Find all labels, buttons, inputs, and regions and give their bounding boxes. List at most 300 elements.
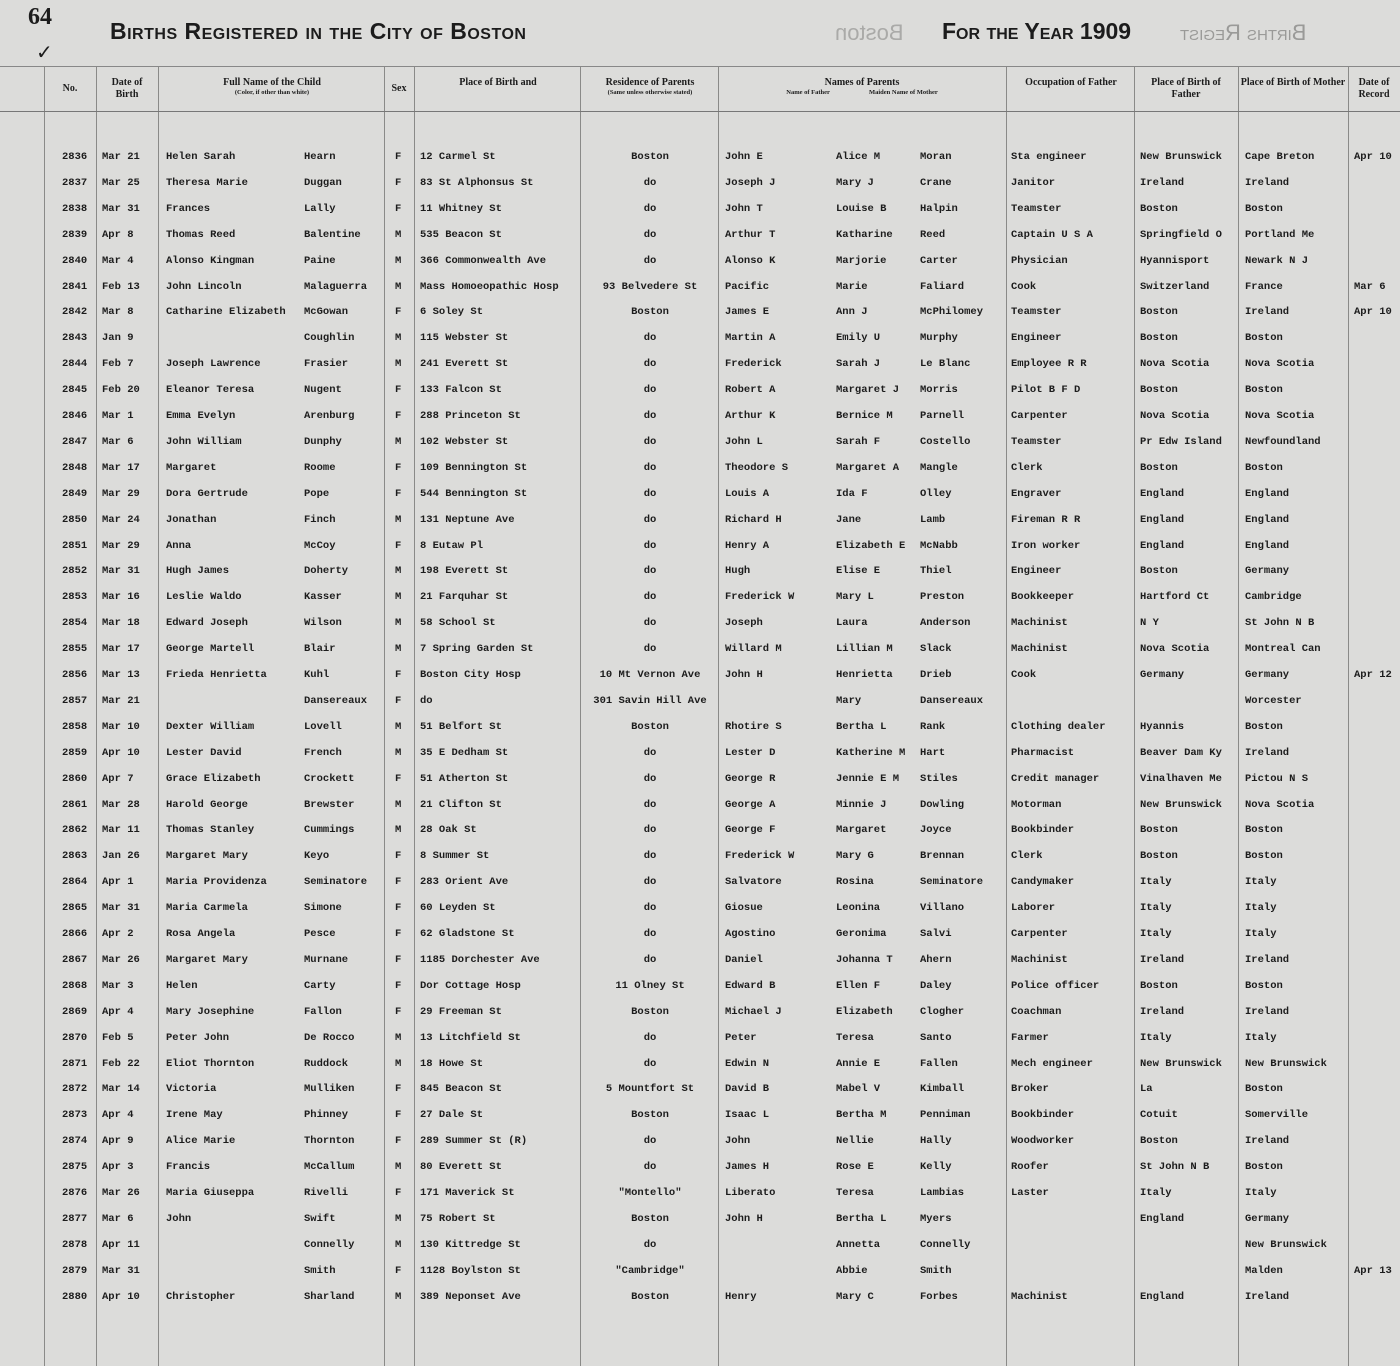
parents-residence: do <box>643 513 657 526</box>
checkmark-icon: ✓ <box>36 40 53 64</box>
father-name: John T <box>725 202 763 215</box>
father-birthplace: Nova Scotia <box>1140 410 1210 422</box>
father-birthplace: England <box>1140 1290 1185 1303</box>
mother-given-name: Mary J <box>836 176 874 189</box>
parents-residence: do <box>643 565 657 578</box>
mother-maiden-name: Crane <box>920 176 952 189</box>
mother-maiden-name: Ahern <box>920 953 952 966</box>
father-occupation: Clerk <box>1011 850 1043 863</box>
parents-residence: do <box>643 254 657 267</box>
header-date: Date of Birth <box>111 77 143 100</box>
father-occupation: Motorman <box>1011 798 1062 811</box>
mother-given-name: Mary C <box>836 1290 874 1303</box>
record-number: 2849 <box>62 487 88 500</box>
record-number: 2862 <box>62 824 88 837</box>
birth-date: Mar 31 <box>102 202 140 215</box>
table-row <box>0 642 1400 668</box>
child-sex: F <box>395 539 402 552</box>
father-name: Martin A <box>725 332 776 345</box>
parents-residence: do <box>643 928 657 940</box>
father-occupation: Laborer <box>1011 902 1056 915</box>
birth-date: Mar 18 <box>102 617 140 630</box>
record-number: 2838 <box>62 202 88 215</box>
mother-birthplace: Ireland <box>1245 746 1290 759</box>
mother-given-name: Marie <box>836 280 868 293</box>
parents-residence: Boston <box>631 306 669 319</box>
child-sex: F <box>395 176 402 189</box>
child-surname: Dunphy <box>304 435 342 448</box>
mother-birthplace: Italy <box>1245 902 1277 915</box>
table-row <box>0 1238 1400 1264</box>
mother-birthplace: St John N B <box>1245 617 1315 630</box>
child-given-name: Margaret <box>166 461 217 474</box>
child-surname: Murnane <box>304 953 349 966</box>
mother-birthplace: Ireland <box>1245 1135 1290 1148</box>
birth-date: Feb 22 <box>102 1057 140 1070</box>
mother-given-name: Elizabeth E <box>836 539 906 552</box>
birth-place: 241 Everett St <box>420 358 509 371</box>
table-row <box>0 357 1400 383</box>
mother-birthplace: Portland Me <box>1245 228 1315 241</box>
mother-birthplace: Newark N J <box>1245 254 1309 267</box>
birth-date: Apr 2 <box>102 928 134 940</box>
mother-birthplace: Ireland <box>1245 953 1290 966</box>
table-row <box>0 150 1400 176</box>
birth-place: 283 Orient Ave <box>420 876 509 889</box>
header-record: Date of Record <box>1358 77 1390 100</box>
table-row <box>0 823 1400 849</box>
parents-residence: do <box>643 1031 657 1044</box>
birth-place: 535 Beacon St <box>420 228 502 241</box>
mother-given-name: Alice M <box>836 151 881 163</box>
parents-residence: 10 Mt Vernon Ave <box>599 669 701 681</box>
father-birthplace: St John N B <box>1140 1161 1210 1174</box>
father-birthplace: Boston <box>1140 1135 1178 1148</box>
record-number: 2848 <box>62 461 88 474</box>
birth-place: 58 School St <box>420 617 496 630</box>
mother-given-name: Mary L <box>836 591 874 604</box>
mother-birthplace: Italy <box>1245 1031 1277 1044</box>
birth-date: Jan 9 <box>102 332 134 345</box>
mother-maiden-name: Hart <box>920 746 946 759</box>
child-sex: F <box>395 306 402 319</box>
father-name: Arthur T <box>725 228 776 241</box>
child-sex: M <box>395 280 402 293</box>
mother-birthplace: Nova Scotia <box>1245 410 1315 422</box>
child-sex: F <box>395 202 402 215</box>
birth-place: 198 Everett St <box>420 565 509 578</box>
mother-birthplace: Ireland <box>1245 1290 1290 1303</box>
table-row <box>0 1031 1400 1057</box>
child-sex: F <box>395 772 402 785</box>
child-sex: F <box>395 850 402 863</box>
father-birthplace: Boston <box>1140 824 1178 837</box>
child-sex: M <box>395 1212 402 1225</box>
mother-maiden-name: Preston <box>920 591 965 604</box>
child-surname: Keyo <box>304 850 330 863</box>
child-sex: F <box>395 1187 402 1199</box>
father-name: John H <box>725 669 763 681</box>
birth-date: Jan 26 <box>102 850 140 863</box>
parents-residence: Boston <box>631 1109 669 1122</box>
mother-birthplace: Cape Breton <box>1245 151 1315 163</box>
birth-date: Mar 16 <box>102 591 140 604</box>
child-sex: F <box>395 1005 402 1018</box>
child-surname: Swift <box>304 1212 336 1225</box>
birth-date: Feb 20 <box>102 384 140 397</box>
child-surname: Ruddock <box>304 1057 349 1070</box>
child-surname: Hearn <box>304 151 336 163</box>
mother-maiden-name: McNabb <box>920 539 958 552</box>
birth-date: Mar 6 <box>102 1212 134 1225</box>
father-occupation: Carpenter <box>1011 928 1068 940</box>
father-birthplace: Hyannis <box>1140 720 1185 733</box>
mother-given-name: Marjorie <box>836 254 887 267</box>
mother-maiden-name: Salvi <box>920 928 952 940</box>
bleed-through-title-right: Births Regist <box>1180 20 1307 45</box>
father-name: Richard H <box>725 513 782 526</box>
header-sex: Sex <box>391 83 407 94</box>
record-number: 2877 <box>62 1212 88 1225</box>
child-surname: Thornton <box>304 1135 355 1148</box>
father-name: John H <box>725 1212 763 1225</box>
father-occupation: Clerk <box>1011 461 1043 474</box>
child-given-name: Christopher <box>166 1290 236 1303</box>
parents-residence: do <box>643 824 657 837</box>
birth-place: 1128 Boylston St <box>420 1264 521 1277</box>
father-occupation: Clothing dealer <box>1011 720 1106 733</box>
mother-birthplace: Montreal Can <box>1245 643 1321 656</box>
header-name-sub: (Color, if other than white) <box>234 89 310 96</box>
birth-place: 288 Princeton St <box>420 410 521 422</box>
birth-date: Mar 31 <box>102 902 140 915</box>
mother-maiden-name: Myers <box>920 1212 952 1225</box>
table-row <box>0 694 1400 720</box>
father-name: Frederick <box>725 358 782 371</box>
mother-birthplace: Boston <box>1245 720 1283 733</box>
child-given-name: Lester David <box>166 746 242 759</box>
mother-given-name: Katherine M <box>836 746 906 759</box>
birth-date: Mar 14 <box>102 1083 140 1096</box>
record-number: 2842 <box>62 306 88 319</box>
mother-given-name: Bertha L <box>836 720 887 733</box>
father-name: Theodore S <box>725 461 789 474</box>
birth-date: Mar 21 <box>102 151 140 163</box>
parents-residence: do <box>643 798 657 811</box>
child-surname: Dansereaux <box>304 694 368 707</box>
birth-place: Boston City Hosp <box>420 669 521 681</box>
table-row <box>0 927 1400 953</box>
father-birthplace: Springfield O <box>1140 228 1222 241</box>
father-occupation: Machinist <box>1011 953 1068 966</box>
father-name: Frederick W <box>725 591 795 604</box>
record-number: 2858 <box>62 720 88 733</box>
mother-maiden-name: Kimball <box>920 1083 965 1096</box>
father-name: Arthur K <box>725 410 776 422</box>
father-name: Liberato <box>725 1187 776 1199</box>
birth-date: Apr 10 <box>102 746 140 759</box>
child-surname: Blair <box>304 643 336 656</box>
table-row <box>0 979 1400 1005</box>
mother-birthplace: England <box>1245 487 1290 500</box>
child-surname: Malaguerra <box>304 280 368 293</box>
birth-place: 8 Summer St <box>420 850 490 863</box>
table-row <box>0 305 1400 331</box>
birth-place: 18 Howe St <box>420 1057 484 1070</box>
mother-birthplace: Worcester <box>1245 694 1302 707</box>
mother-maiden-name: Olley <box>920 487 952 500</box>
father-occupation: Farmer <box>1011 1031 1049 1044</box>
parents-residence: 93 Belvedere St <box>602 280 698 293</box>
mother-given-name: Annie E <box>836 1057 881 1070</box>
father-occupation: Bookbinder <box>1011 824 1075 837</box>
father-birthplace: England <box>1140 487 1185 500</box>
mother-birthplace: Boston <box>1245 850 1283 863</box>
birth-place: 75 Robert St <box>420 1212 496 1225</box>
child-sex: F <box>395 1135 402 1148</box>
record-number: 2868 <box>62 979 88 992</box>
header-parents-sub: Name of Father Maiden Name of Mother <box>786 89 938 96</box>
child-surname: Smith <box>304 1264 336 1277</box>
father-name: Isaac L <box>725 1109 770 1122</box>
child-surname: Frasier <box>304 358 349 371</box>
father-birthplace: Hyannisport <box>1140 254 1210 267</box>
record-number: 2852 <box>62 565 88 578</box>
birth-place: 171 Maverick St <box>420 1187 515 1199</box>
record-number: 2869 <box>62 1005 88 1018</box>
header-pob-father: Place of Birth of Father <box>1151 77 1221 100</box>
mother-maiden-name: McPhilomey <box>920 306 984 319</box>
father-birthplace: Nova Scotia <box>1140 358 1210 371</box>
child-surname: Kuhl <box>304 669 330 681</box>
parents-residence: 5 Mountfort St <box>605 1083 695 1096</box>
parents-residence: do <box>643 850 657 863</box>
table-row <box>0 254 1400 280</box>
birth-place: 28 Oak St <box>420 824 477 837</box>
table-row <box>0 1057 1400 1083</box>
table-row <box>0 668 1400 694</box>
mother-maiden-name: Murphy <box>920 332 958 345</box>
parents-residence: do <box>643 176 657 189</box>
child-surname: Fallon <box>304 1005 342 1018</box>
table-row <box>0 798 1400 824</box>
birth-place: 11 Whitney St <box>420 202 502 215</box>
child-sex: M <box>395 1031 402 1044</box>
father-birthplace: Switzerland <box>1140 280 1210 293</box>
child-surname: Simone <box>304 902 342 915</box>
mother-given-name: Johanna T <box>836 953 893 966</box>
child-sex: M <box>395 332 402 345</box>
parents-residence: do <box>643 617 657 630</box>
record-number: 2857 <box>62 694 88 707</box>
mother-given-name: Bertha M <box>836 1109 887 1122</box>
child-given-name: Grace Elizabeth <box>166 772 261 785</box>
birth-place: 29 Freeman St <box>420 1005 502 1018</box>
table-row <box>0 875 1400 901</box>
record-number: 2870 <box>62 1031 88 1044</box>
mother-maiden-name: Mangle <box>920 461 958 474</box>
mother-given-name: Leonina <box>836 902 881 915</box>
father-occupation: Engineer <box>1011 565 1062 578</box>
father-occupation: Carpenter <box>1011 410 1068 422</box>
child-given-name: Dora Gertrude <box>166 487 248 500</box>
father-name: Joseph J <box>725 176 776 189</box>
father-name: James E <box>725 306 770 319</box>
birth-date: Mar 25 <box>102 176 140 189</box>
mother-maiden-name: Morris <box>920 384 958 397</box>
table-row <box>0 513 1400 539</box>
mother-maiden-name: Penniman <box>920 1109 971 1122</box>
child-given-name: Francis <box>166 1161 211 1174</box>
parents-residence: Boston <box>631 1212 669 1225</box>
father-occupation: Broker <box>1011 1083 1049 1096</box>
child-sex: F <box>395 410 402 422</box>
table-row <box>0 616 1400 642</box>
birth-place: 6 Soley St <box>420 306 484 319</box>
father-name: Pacific <box>725 280 770 293</box>
mother-birthplace: New Brunswick <box>1245 1238 1327 1251</box>
birth-place: 109 Bennington St <box>420 461 528 474</box>
record-number: 2873 <box>62 1109 88 1122</box>
mother-given-name: Rose E <box>836 1161 874 1174</box>
mother-given-name: Elise E <box>836 565 881 578</box>
father-name: Rhotire S <box>725 720 782 733</box>
birth-place: 12 Carmel St <box>420 151 496 163</box>
father-birthplace: N Y <box>1140 617 1159 630</box>
record-number: 2845 <box>62 384 88 397</box>
child-sex: M <box>395 798 402 811</box>
record-date: Apr 12 <box>1354 669 1392 681</box>
father-name: Daniel <box>725 953 763 966</box>
birth-place: 133 Falcon St <box>420 384 502 397</box>
parents-residence: do <box>643 772 657 785</box>
mother-given-name: Mabel V <box>836 1083 881 1096</box>
mother-given-name: Teresa <box>836 1031 874 1044</box>
father-birthplace: Hartford Ct <box>1140 591 1210 604</box>
birth-place: 62 Gladstone St <box>420 928 515 940</box>
father-name: Joseph <box>725 617 763 630</box>
record-date: Apr 13 <box>1354 1264 1392 1277</box>
child-sex: M <box>395 1238 402 1251</box>
father-birthplace: Boston <box>1140 202 1178 215</box>
child-given-name: Theresa Marie <box>166 176 248 189</box>
child-sex: M <box>395 720 402 733</box>
father-occupation: Mech engineer <box>1011 1057 1093 1070</box>
father-name: Lester D <box>725 746 776 759</box>
record-number: 2876 <box>62 1187 88 1199</box>
mother-maiden-name: Kelly <box>920 1161 952 1174</box>
father-name: Henry <box>725 1290 757 1303</box>
child-sex: F <box>395 902 402 915</box>
father-occupation: Employee R R <box>1011 358 1087 371</box>
mother-given-name: Katharine <box>836 228 893 241</box>
birth-date: Mar 26 <box>102 953 140 966</box>
record-number: 2860 <box>62 772 88 785</box>
mother-given-name: Bertha L <box>836 1212 887 1225</box>
mother-maiden-name: Fallen <box>920 1057 958 1070</box>
mother-given-name: Jennie E M <box>836 772 900 785</box>
birth-date: Mar 1 <box>102 410 134 422</box>
child-sex: M <box>395 1161 402 1174</box>
father-occupation: Candymaker <box>1011 876 1075 889</box>
record-number: 2872 <box>62 1083 88 1096</box>
mother-given-name: Elizabeth <box>836 1005 893 1018</box>
father-birthplace: Italy <box>1140 902 1172 915</box>
birth-date: Mar 29 <box>102 539 140 552</box>
father-birthplace: Beaver Dam Ky <box>1140 746 1222 759</box>
header-occupation: Occupation of Father <box>1025 77 1117 88</box>
father-occupation: Police officer <box>1011 979 1100 992</box>
child-sex: F <box>395 979 402 992</box>
child-given-name: Thomas Reed <box>166 228 236 241</box>
table-row <box>0 1134 1400 1160</box>
table-row <box>0 461 1400 487</box>
table-row <box>0 1108 1400 1134</box>
mother-given-name: Sarah J <box>836 358 881 371</box>
father-name: Henry A <box>725 539 770 552</box>
father-name: Robert A <box>725 384 776 397</box>
table-row <box>0 901 1400 927</box>
child-given-name: George Martell <box>166 643 255 656</box>
mother-birthplace: Newfoundland <box>1245 435 1321 448</box>
father-occupation: Pharmacist <box>1011 746 1075 759</box>
table-row <box>0 435 1400 461</box>
birth-place: 21 Farquhar St <box>420 591 509 604</box>
father-birthplace: Vinalhaven Me <box>1140 772 1222 785</box>
parents-residence: 301 Savin Hill Ave <box>593 694 707 707</box>
child-surname: Lovell <box>304 720 342 733</box>
mother-given-name: Rosina <box>836 876 874 889</box>
child-surname: Nugent <box>304 384 342 397</box>
birth-date: Apr 7 <box>102 772 134 785</box>
child-given-name: Alice Marie <box>166 1135 236 1148</box>
mother-given-name: Mary <box>836 694 862 707</box>
header-no: No. <box>62 83 78 94</box>
child-given-name: Margaret Mary <box>166 953 248 966</box>
table-row <box>0 487 1400 513</box>
birth-place: Mass Homoeopathic Hosp <box>420 280 559 293</box>
table-row <box>0 409 1400 435</box>
father-birthplace: Boston <box>1140 850 1178 863</box>
birth-date: Mar 11 <box>102 824 140 837</box>
birth-date: Apr 10 <box>102 1290 140 1303</box>
child-surname: Doherty <box>304 565 349 578</box>
birth-date: Apr 3 <box>102 1161 134 1174</box>
mother-birthplace: England <box>1245 539 1290 552</box>
record-date: Apr 10 <box>1354 306 1392 319</box>
table-row <box>0 953 1400 979</box>
child-given-name: Emma Evelyn <box>166 410 236 422</box>
table-row <box>0 772 1400 798</box>
birth-place: 35 E Dedham St <box>420 746 509 759</box>
mother-birthplace: Cambridge <box>1245 591 1302 604</box>
parents-residence: do <box>643 539 657 552</box>
table-row <box>0 1290 1400 1316</box>
birth-date: Mar 17 <box>102 643 140 656</box>
father-occupation: Captain U S A <box>1011 228 1093 241</box>
father-occupation: Engraver <box>1011 487 1062 500</box>
mother-birthplace: Malden <box>1245 1264 1283 1277</box>
parents-residence: Boston <box>631 1290 669 1303</box>
child-sex: M <box>395 435 402 448</box>
mother-given-name: Minnie J <box>836 798 887 811</box>
father-birthplace: Boston <box>1140 979 1178 992</box>
table-row <box>0 564 1400 590</box>
birth-place: 83 St Alphonsus St <box>420 176 534 189</box>
father-occupation: Machinist <box>1011 617 1068 630</box>
parents-residence: do <box>643 591 657 604</box>
child-given-name: Joseph Lawrence <box>166 358 261 371</box>
